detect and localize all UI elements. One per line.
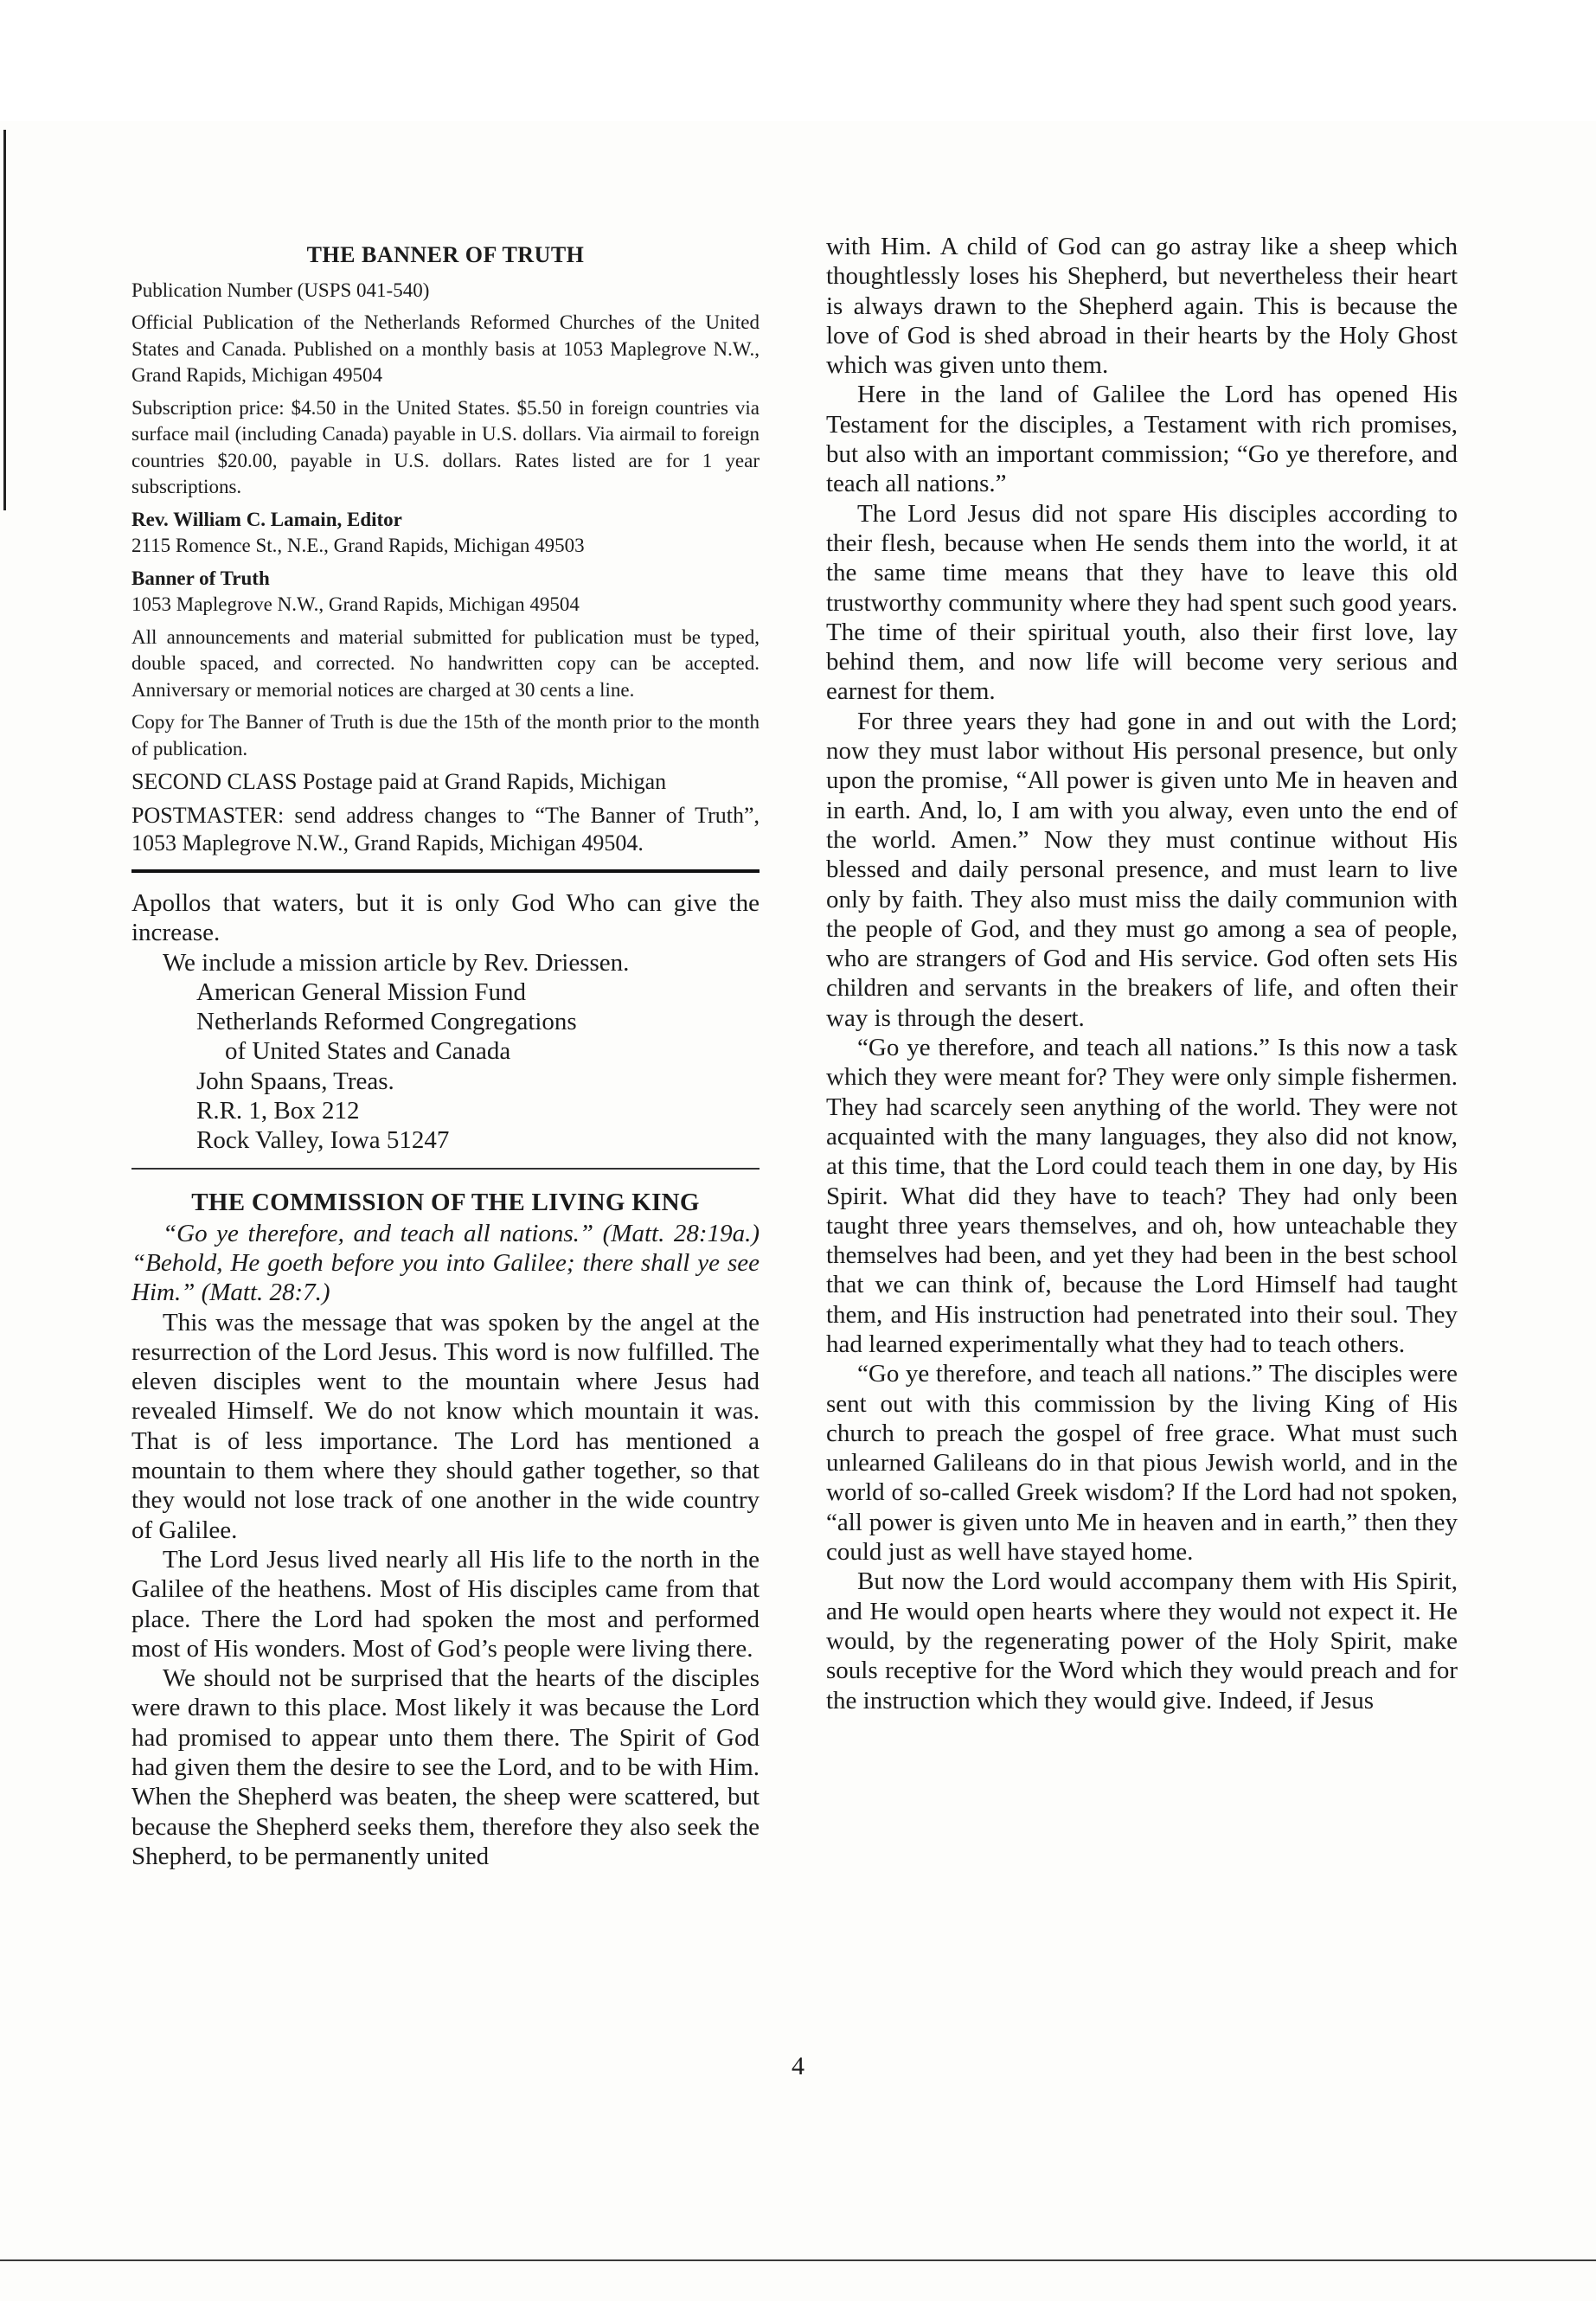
announcements-notice: All announcements and material submitted for publication must be typed, double spaced, and corrected. No handwritten copy can be accepted. Anniversary or memorial notices are charged at 30 cents a line. <box>131 625 760 701</box>
address-line: Rock Valley, Iowa 51247 <box>196 1126 450 1155</box>
address-line: of United States and Canada <box>225 1037 511 1066</box>
publication-number: Publication Number (USPS 041-540) <box>131 279 430 301</box>
left-column <box>131 232 760 1871</box>
scan-top-margin <box>0 0 1596 121</box>
article-epigraph: “Go ye therefore, and teach all nations.” (Matt. 28:19a.) “Behold, He goeth before you into Galilee; there shall ye see Him.” (Matt. 28:7.) <box>131 1219 760 1307</box>
masthead-divider <box>131 869 760 873</box>
article-paragraph: with Him. A child of God can go astray like a sheep which thoughtlessly loses his Shepherd, but nevertheless their heart is always drawn to the Shepherd again. This is because the love of God is shed abroad in their hearts by the Holy Ghost which was given unto them. <box>826 233 1458 380</box>
article-paragraph: “Go ye therefore, and teach all nations.” Is this now a task which they were meant for? They were only simple fishermen. They had scarcely seen anything of the world. They were not acquainted with the many languages, they also did not know, at this time, that the Lord could teach them in one day, by His Spirit. What did they have to teach? They had only been taught three years themselves, and oh, how unteachable they themselves had been, and yet they had been in the best school that we can think of, because the Lord Himself had taught them, and His instruction had penetrated into their soul. They had learned experimentally what they had to teach others. <box>826 1034 1458 1358</box>
postmaster-notice: POSTMASTER: send address changes to “The Banner of Truth”, 1053 Maplegrove N.W., Grand Rapids, Michigan 49504. <box>131 803 760 856</box>
article-paragraph: The Lord Jesus lived nearly all His life to the north in the Galilee of the heathens. Most of His disciples came from that place. There the Lord had spoken the most and performed most of His wonders. Most of God’s people were living there. <box>131 1545 760 1663</box>
article-divider <box>131 1168 760 1170</box>
address-line: Netherlands Reformed Congregations <box>196 1008 577 1036</box>
address-line: John Spaans, Treas. <box>196 1067 394 1095</box>
right-column <box>826 232 1458 1715</box>
article-title: THE COMMISSION OF THE LIVING KING <box>191 1188 700 1216</box>
official-publication: Official Publication of the Netherlands Reformed Churches of the United States and Canada. Published on a monthly basis at 1053 Maplegrove N.W., Grand Rapids, Michigan 49504 <box>131 311 760 386</box>
copy-due-notice: Copy for The Banner of Truth is due the 15th of the month prior to the month of publication. <box>131 711 760 760</box>
mission-note <box>131 888 760 977</box>
editor-name: Rev. William C. Lamain, Editor <box>131 508 402 530</box>
masthead-title: THE BANNER OF TRUTH <box>306 242 585 267</box>
mission-fund-address <box>196 977 760 1156</box>
article-paragraph: This was the message that was spoken by the angel at the resurrection of the Lord Jesus. This word is now fulfilled. The eleven disciples went to the mountain where Jesus had revealed Himself. We do not know which mountain it was. That is of less importance. The Lord has mentioned a mountain to them where they should gather together, so that they would not lose track of one another in the wide country of Galilee. <box>131 1308 760 1544</box>
subscription-price: Subscription price: $4.50 in the United States. $5.50 in foreign countries via surface mail (including Canada) payable in U.S. dollars. Via airmail to foreign countries $20.00, payable in U.S. dollars. Rates listed are for 1 year subscriptions. <box>131 396 760 497</box>
scan-edge-mark <box>3 130 6 510</box>
editor-address: 2115 Romence St., N.E., Grand Rapids, Michigan 49503 <box>131 535 585 556</box>
article-body-right <box>826 232 1458 1715</box>
address-line: R.R. 1, Box 212 <box>196 1097 360 1125</box>
address-line: American General Mission Fund <box>196 977 526 1006</box>
banner-name: Banner of Truth <box>131 567 270 589</box>
masthead <box>131 242 760 857</box>
article-paragraph: “Go ye therefore, and teach all nations.” The disciples were sent out with this commission by the living King of His church to preach the gospel of free grace. What must such unlearned Galileans do in that pious Jewish world, and in the world of so-called Greek wisdom? If the Lord had not spoken, “all power is given unto Me in heaven and in earth,” then they could just as well have stayed home. <box>826 1360 1458 1567</box>
scan-bottom-edge <box>0 2259 1596 2261</box>
note-paragraph: Apollos that waters, but it is only God Who can give the increase. <box>131 889 760 947</box>
note-paragraph: We include a mission article by Rev. Driessen. <box>163 948 630 977</box>
article-paragraph: Here in the land of Galilee the Lord has opened His Testament for the disciples, a Testament with rich promises, but also with an important commission; “Go ye therefore, and teach all nations.” <box>826 381 1458 498</box>
article-body-left <box>131 1308 760 1872</box>
banner-address: 1053 Maplegrove N.W., Grand Rapids, Michigan 49504 <box>131 593 580 615</box>
page-number: 4 <box>792 2052 804 2080</box>
second-class-postage: SECOND CLASS Postage paid at Grand Rapids, Michigan <box>131 769 667 794</box>
article-paragraph: The Lord Jesus did not spare His disciples according to their flesh, because when He sends them into the world, it at the same time means that they have to leave this old trustworthy community where they had spent such good years. The time of their spiritual youth, also their first love, lay behind them, and now life will become very serious and earnest for them. <box>826 499 1458 706</box>
article-paragraph: For three years they had gone in and out with the Lord; now they must labor without His personal presence, but only upon the promise, “All power is given unto Me in heaven and in earth. And, lo, I am with you alway, even unto the end of the world. Amen.” Now they must continue without His blessed and daily personal presence, and must learn to live only by faith. They also must miss the daily communion with the people of God, and they must go among a sea of people, who are strangers of God and His service. God often sets His children and servants in the breakers of life, and often their way is through the desert. <box>826 707 1458 1032</box>
article-paragraph: But now the Lord would accompany them with His Spirit, and He would open hearts where they would not expect it. He would, by the regenerating power of the Holy Spirit, make souls receptive for the Word which they would preach and for the instruction which they would give. Indeed, if Jesus <box>826 1567 1458 1715</box>
article-paragraph: We should not be surprised that the hearts of the disciples were drawn to this place. Most likely it was because the Lord had promised to appear unto them there. The Spirit of God had given them the desire to see the Lord, and to be with Him. When the Shepherd was beaten, the sheep were scattered, but because the Shepherd seeks them, therefore they also seek the Shepherd, to be permanently united <box>131 1664 760 1870</box>
